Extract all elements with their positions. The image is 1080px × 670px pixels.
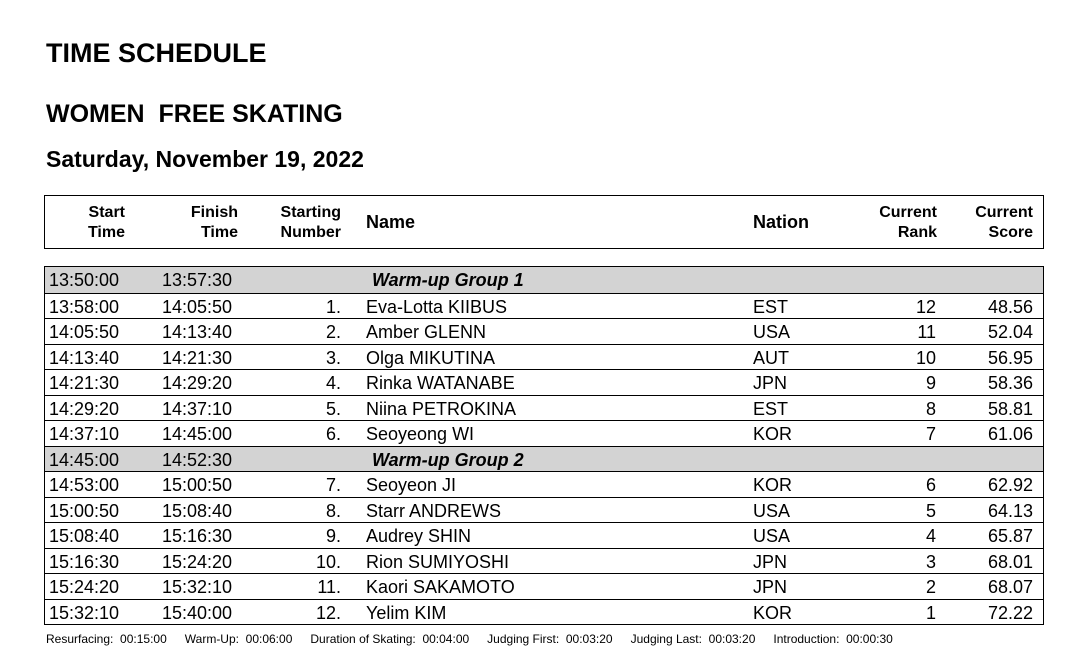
nation-code: USA bbox=[753, 500, 791, 521]
nation-code: KOR bbox=[753, 424, 793, 444]
current-score: 61.06 bbox=[987, 424, 1033, 444]
column-header-box bbox=[44, 195, 1044, 249]
current-score: 48.56 bbox=[987, 296, 1033, 317]
warmup-group-label: Warm-up Group 2 bbox=[372, 449, 524, 470]
starting-number: 3. bbox=[325, 347, 341, 368]
col-header-start-line1: Start bbox=[88, 204, 125, 221]
nation-code: JPN bbox=[753, 577, 788, 597]
starting-number: 4. bbox=[325, 373, 341, 393]
schedule-table bbox=[44, 266, 1044, 625]
table-row bbox=[45, 420, 1043, 446]
footer-item-value: 00:06:00 bbox=[245, 632, 293, 646]
finish-time: 15:24:20 bbox=[162, 551, 233, 572]
footer-item-label: Duration of Skating: bbox=[310, 632, 416, 646]
nation-code: EST bbox=[753, 296, 789, 317]
starting-number: 6. bbox=[325, 424, 341, 444]
footer-durations bbox=[46, 632, 911, 646]
current-rank: 2 bbox=[925, 577, 936, 597]
col-header-score-line2: Score bbox=[988, 224, 1033, 241]
skater-name: Audrey SHIN bbox=[366, 526, 472, 546]
event-date: Saturday, November 19, 2022 bbox=[46, 146, 364, 172]
current-score: 56.95 bbox=[987, 347, 1033, 368]
col-header-current-rank bbox=[845, 203, 937, 243]
skater-name: Rion SUMIYOSHI bbox=[366, 551, 510, 572]
col-header-number-line1: Starting bbox=[280, 204, 341, 221]
start-time: 15:24:20 bbox=[49, 577, 120, 597]
finish-time: 14:45:00 bbox=[162, 424, 233, 444]
current-rank: 7 bbox=[925, 424, 936, 444]
starting-number: 2. bbox=[325, 322, 341, 342]
footer-item bbox=[631, 632, 756, 646]
col-header-finish-line2: Time bbox=[200, 224, 238, 241]
finish-time: 14:13:40 bbox=[162, 322, 233, 342]
start-time: 13:50:00 bbox=[49, 270, 120, 290]
skater-name: Kaori SAKAMOTO bbox=[366, 577, 515, 597]
finish-time: 13:57:30 bbox=[162, 270, 233, 290]
skater-name: Olga MIKUTINA bbox=[366, 347, 496, 368]
finish-time: 14:52:30 bbox=[162, 449, 233, 470]
finish-time: 15:32:10 bbox=[162, 577, 233, 597]
finish-time: 14:05:50 bbox=[162, 296, 233, 317]
nation-code: AUT bbox=[753, 347, 789, 368]
starting-number: 8. bbox=[325, 500, 341, 521]
current-rank: 10 bbox=[915, 347, 936, 368]
skater-name: Niina PETROKINA bbox=[366, 398, 517, 419]
table-row bbox=[45, 548, 1043, 574]
skater-name: Starr ANDREWS bbox=[366, 500, 502, 521]
footer-item bbox=[773, 632, 892, 646]
current-score: 64.13 bbox=[987, 500, 1033, 521]
footer-item bbox=[487, 632, 612, 646]
current-score: 58.81 bbox=[987, 398, 1033, 419]
current-score: 72.22 bbox=[987, 602, 1033, 623]
footer-item bbox=[310, 632, 469, 646]
current-rank: 11 bbox=[917, 322, 936, 342]
table-row bbox=[45, 293, 1043, 319]
warmup-group-label: Warm-up Group 1 bbox=[372, 270, 524, 290]
col-header-number-line2: Number bbox=[280, 224, 341, 241]
finish-time: 14:37:10 bbox=[162, 398, 233, 419]
footer-item-value: 00:03:20 bbox=[708, 632, 756, 646]
starting-number: 11. bbox=[317, 577, 341, 597]
table-row bbox=[45, 395, 1043, 421]
footer-item-label: Judging Last: bbox=[630, 632, 702, 646]
current-score: 65.87 bbox=[987, 526, 1033, 546]
current-score: 68.07 bbox=[987, 577, 1033, 597]
table-row bbox=[45, 318, 1043, 344]
col-header-score-line1: Current bbox=[975, 204, 1033, 221]
col-header-rank-line1: Current bbox=[879, 204, 937, 221]
start-time: 15:00:50 bbox=[49, 500, 120, 521]
warmup-group-row bbox=[45, 446, 1043, 472]
col-header-name: Name bbox=[366, 212, 416, 232]
table-row bbox=[45, 573, 1043, 599]
start-time: 13:58:00 bbox=[49, 296, 120, 317]
skater-name: Yelim KIM bbox=[366, 602, 447, 623]
col-header-current-score bbox=[945, 203, 1033, 243]
footer-item bbox=[185, 632, 293, 646]
start-time: 14:29:20 bbox=[49, 398, 120, 419]
nation-code: EST bbox=[753, 398, 789, 419]
finish-time: 15:40:00 bbox=[162, 602, 233, 623]
skater-name: Rinka WATANABE bbox=[366, 373, 515, 393]
col-header-start-line2: Time bbox=[87, 224, 125, 241]
current-rank: 5 bbox=[925, 500, 936, 521]
start-time: 15:16:30 bbox=[49, 551, 120, 572]
table-row bbox=[45, 497, 1043, 523]
col-header-nation: Nation bbox=[753, 212, 809, 232]
table-row bbox=[45, 369, 1043, 395]
current-score: 68.01 bbox=[987, 551, 1033, 572]
col-header-start-time bbox=[45, 203, 125, 243]
event-title: WOMEN FREE SKATING bbox=[46, 100, 343, 128]
starting-number: 9. bbox=[325, 526, 341, 546]
finish-time: 15:00:50 bbox=[162, 475, 233, 495]
current-rank: 1 bbox=[925, 602, 936, 623]
finish-time: 15:08:40 bbox=[162, 500, 233, 521]
start-time: 14:13:40 bbox=[49, 347, 120, 368]
table-row bbox=[45, 471, 1043, 497]
finish-time: 14:29:20 bbox=[162, 373, 233, 393]
current-rank: 12 bbox=[915, 296, 936, 317]
skater-name: Eva-Lotta KIIBUS bbox=[366, 296, 508, 317]
finish-time: 14:21:30 bbox=[162, 347, 233, 368]
start-time: 14:37:10 bbox=[49, 424, 120, 444]
nation-code: JPN bbox=[753, 551, 788, 572]
start-time: 14:05:50 bbox=[49, 322, 120, 342]
footer-item-value: 00:03:20 bbox=[565, 632, 613, 646]
footer-item-value: 00:15:00 bbox=[120, 632, 167, 646]
starting-number: 5. bbox=[325, 398, 341, 419]
current-score: 58.36 bbox=[987, 373, 1033, 393]
finish-time: 15:16:30 bbox=[162, 526, 233, 546]
start-time: 14:21:30 bbox=[49, 373, 120, 393]
footer-item-label: Judging First: bbox=[487, 632, 560, 646]
col-header-rank-line2: Rank bbox=[897, 224, 937, 241]
footer-item-value: 00:00:30 bbox=[846, 632, 893, 646]
footer-item bbox=[46, 632, 167, 646]
footer-item-value: 00:04:00 bbox=[422, 632, 470, 646]
col-header-finish-time bbox=[135, 203, 238, 243]
skater-name: Seoyeon JI bbox=[366, 475, 457, 495]
current-rank: 8 bbox=[925, 398, 936, 419]
skater-name: Amber GLENN bbox=[366, 322, 487, 342]
warmup-group-row bbox=[45, 267, 1043, 293]
start-time: 15:08:40 bbox=[49, 526, 120, 546]
start-time: 14:45:00 bbox=[49, 449, 120, 470]
current-score: 52.04 bbox=[987, 322, 1033, 342]
starting-number: 7. bbox=[325, 475, 341, 495]
current-rank: 3 bbox=[925, 551, 936, 572]
nation-code: USA bbox=[753, 322, 791, 342]
footer-item-label: Introduction: bbox=[773, 632, 840, 646]
nation-code: KOR bbox=[753, 602, 793, 623]
col-header-finish-line1: Finish bbox=[190, 204, 238, 221]
nation-code: KOR bbox=[753, 475, 793, 495]
skater-name: Seoyeong WI bbox=[366, 424, 475, 444]
starting-number: 1. bbox=[325, 296, 341, 317]
current-rank: 6 bbox=[925, 475, 936, 495]
current-rank: 9 bbox=[925, 373, 936, 393]
table-row bbox=[45, 599, 1043, 625]
nation-code: JPN bbox=[753, 373, 788, 393]
table-row bbox=[45, 344, 1043, 370]
starting-number: 12. bbox=[315, 602, 341, 623]
table-row bbox=[45, 522, 1043, 548]
starting-number: 10. bbox=[315, 551, 341, 572]
current-rank: 4 bbox=[925, 526, 936, 546]
start-time: 15:32:10 bbox=[49, 602, 120, 623]
nation-code: USA bbox=[753, 526, 791, 546]
start-time: 14:53:00 bbox=[49, 475, 120, 495]
footer-item-label: Warm-Up: bbox=[184, 632, 239, 646]
current-score: 62.92 bbox=[987, 475, 1033, 495]
footer-item-label: Resurfacing: bbox=[46, 632, 114, 646]
col-header-starting-number bbox=[250, 203, 341, 243]
document-title: TIME SCHEDULE bbox=[46, 38, 267, 68]
